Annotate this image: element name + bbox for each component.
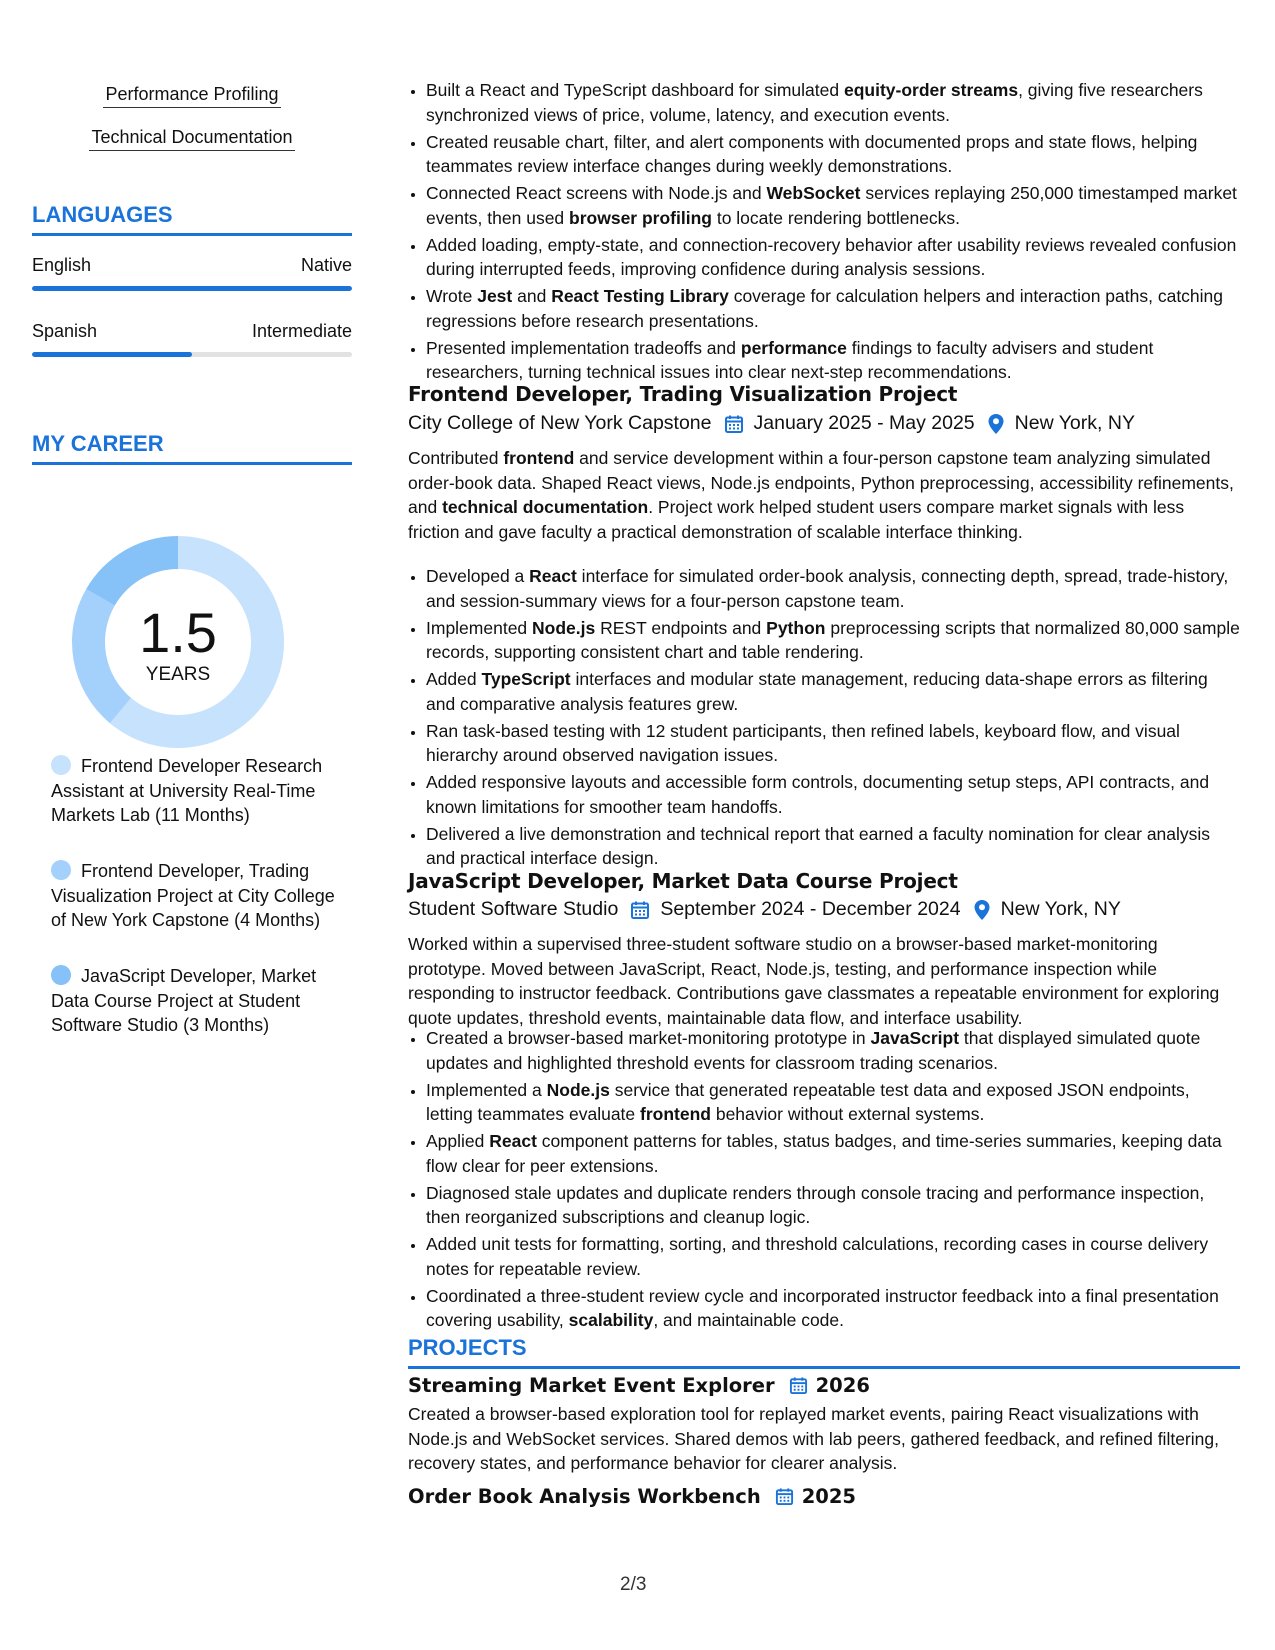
bullet-item: • Added loading, empty-state, and connection-recovery behavior after usability reviews revealed confusion during interrupted feeds, improving confidence during analysis sessions.	[426, 233, 1240, 282]
languages-heading: LANGUAGES	[32, 202, 352, 236]
donut-slice-3	[86, 536, 178, 606]
career-total-unit: YEARS	[145, 664, 211, 685]
language-proficiency-fill	[32, 286, 352, 291]
previous-job-bullets	[408, 78, 1240, 387]
bullet-item: • Delivered a live demonstration and technical report that earned a faculty nomination for clear analysis and practical interface design.	[426, 822, 1240, 871]
project-year: 2026	[815, 1374, 870, 1397]
bullet-item: • Developed a React interface for simulated order-book analysis, connecting depth, spread, trade-history, and session-summary views for a four-person capstone team.	[426, 564, 1240, 613]
language-row	[32, 255, 352, 276]
project-title-row	[408, 1485, 1240, 1508]
career-total-years: 1.5	[139, 601, 217, 664]
bullet-item: • Diagnosed stale updates and duplicate renders through console tracing and performance inspection, then reorganized subscriptions and cleanup logic.	[426, 1181, 1240, 1230]
language-name: English	[32, 255, 92, 275]
language-row	[32, 321, 352, 342]
projects-heading: PROJECTS	[408, 1335, 1240, 1369]
job-meta	[408, 898, 1240, 921]
bullet-item: • Added TypeScript interfaces and modular state management, reducing data-shape errors as filtering and comparative analysis features grew.	[426, 667, 1240, 716]
language-name: Spanish	[32, 321, 98, 341]
calendar-icon	[789, 1376, 808, 1395]
calendar-icon	[630, 900, 650, 920]
skill-tag: Performance Profiling	[32, 84, 352, 108]
job-title: Frontend Developer, Trading Visualization Project	[408, 382, 958, 406]
bullet-list	[408, 564, 1240, 871]
job-summary: Contributed frontend and service development within a four-person capstone team analyzing simulated order-book data. Shaped React views, Node.js endpoints, Python preprocessing, accessibility refinements, and technical documentation. Project work helped student users compare market signals with less friction and gave faculty a practical demonstration of scalable interface thinking.	[408, 448, 1234, 542]
skill-tag: Technical Documentation	[32, 127, 352, 151]
career-legend-item: JavaScript Developer, Market Data Course Project at Student Software Studio (3 Months)	[51, 966, 317, 1035]
bullet-item: • Added responsive layouts and accessible form controls, documenting setup steps, API contracts, and known limitations for smoother team handoffs.	[426, 770, 1240, 819]
job-meta	[408, 412, 1240, 435]
career-legend-item: Frontend Developer Research Assistant at University Real-Time Markets Lab (11 Months)	[51, 756, 323, 825]
location-pin-icon	[987, 413, 1005, 435]
project-title-row	[408, 1374, 1240, 1397]
language-level: Native	[300, 255, 352, 275]
location-pin-icon	[973, 899, 991, 921]
legend-dot	[51, 755, 71, 775]
project-title: Streaming Market Event Explorer	[408, 1374, 775, 1397]
language-proficiency-fill	[32, 352, 192, 357]
job-location: New York, NY	[1014, 412, 1135, 434]
job-summary: Worked within a supervised three-student software studio on a browser-based market-monitoring prototype. Moved between JavaScript, React, Node.js, testing, and performance inspection while responding to instructor feedback. Contributions gave classmates a repeatable environment for exploring quote updates, threshold events, maintainable data flow, and interface usability.	[408, 934, 1220, 1028]
legend-dot	[51, 860, 71, 880]
calendar-icon	[775, 1487, 794, 1506]
job-bullets	[408, 1026, 1240, 1335]
bullet-list	[408, 78, 1240, 385]
language-proficiency-bar	[32, 352, 352, 357]
bullet-item: • Applied React component patterns for tables, status badges, and time-series summaries, keeping data flow clear for peer extensions.	[426, 1129, 1240, 1178]
bullet-item: • Presented implementation tradeoffs and performance findings to faculty advisers and student researchers, turning technical issues into clear next-step recommendations.	[426, 336, 1240, 385]
career-legend-item: Frontend Developer, Trading Visualization Project at City College of New York Capstone (4 Months)	[51, 861, 335, 930]
job-location: New York, NY	[1000, 898, 1121, 920]
bullet-item: • Created a browser-based market-monitoring prototype in JavaScript that displayed simulated quote updates and highlighted threshold events for classroom trading scenarios.	[426, 1026, 1240, 1075]
bullet-item: • Implemented a Node.js service that generated repeatable test data and exposed JSON endpoints, letting teammates evaluate frontend behavior without external systems.	[426, 1078, 1240, 1127]
job-title: JavaScript Developer, Market Data Course Project	[408, 869, 958, 893]
language-proficiency-bar	[32, 286, 352, 291]
job-company: City College of New York Capstone	[408, 412, 712, 434]
bullet-item: • Coordinated a three-student review cycle and incorporated instructor feedback into a final presentation covering usability, scalability, and maintainable code.	[426, 1284, 1240, 1333]
project-title: Order Book Analysis Workbench	[408, 1485, 761, 1508]
page-number: 2/3	[620, 1574, 647, 1595]
legend-dot	[51, 965, 71, 985]
bullet-item: • Wrote Jest and React Testing Library coverage for calculation helpers and interaction paths, catching regressions before research presentations.	[426, 284, 1240, 333]
bullet-item: • Ran task-based testing with 12 student participants, then refined labels, keyboard flow, and visual hierarchy around observed navigation issues.	[426, 719, 1240, 768]
job-company: Student Software Studio	[408, 898, 619, 920]
career-heading: MY CAREER	[32, 431, 352, 465]
bullet-list	[408, 1026, 1240, 1333]
bullet-item: • Connected React screens with Node.js and WebSocket services replaying 250,000 timestamped market events, then used browser profiling to locate rendering bottlenecks.	[426, 181, 1240, 230]
bullet-item: • Added unit tests for formatting, sorting, and threshold calculations, recording cases in course delivery notes for repeatable review.	[426, 1232, 1240, 1281]
bullet-item: • Created reusable chart, filter, and alert components with documented props and state flows, helping teammates review interface changes during weekly demonstrations.	[426, 130, 1240, 179]
project-year: 2025	[801, 1485, 856, 1508]
calendar-icon	[724, 414, 744, 434]
job-bullets	[408, 564, 1240, 873]
bullet-item: • Built a React and TypeScript dashboard for simulated equity-order streams, giving five researchers synchronized views of price, volume, latency, and execution events.	[426, 78, 1240, 127]
job-dates: September 2024 - December 2024	[660, 898, 961, 920]
project-description: Created a browser-based exploration tool for replayed market events, pairing React visualizations with Node.js and WebSocket services. Shared demos with lab peers, gathered feedback, and refined filtering, recovery states, and performance behavior for clearer analysis.	[408, 1404, 1219, 1473]
language-level: Intermediate	[251, 321, 352, 341]
job-dates: January 2025 - May 2025	[753, 412, 975, 434]
bullet-item: • Implemented Node.js REST endpoints and Python preprocessing scripts that normalized 80,000 sample records, supporting consistent chart and table rendering.	[426, 616, 1240, 665]
